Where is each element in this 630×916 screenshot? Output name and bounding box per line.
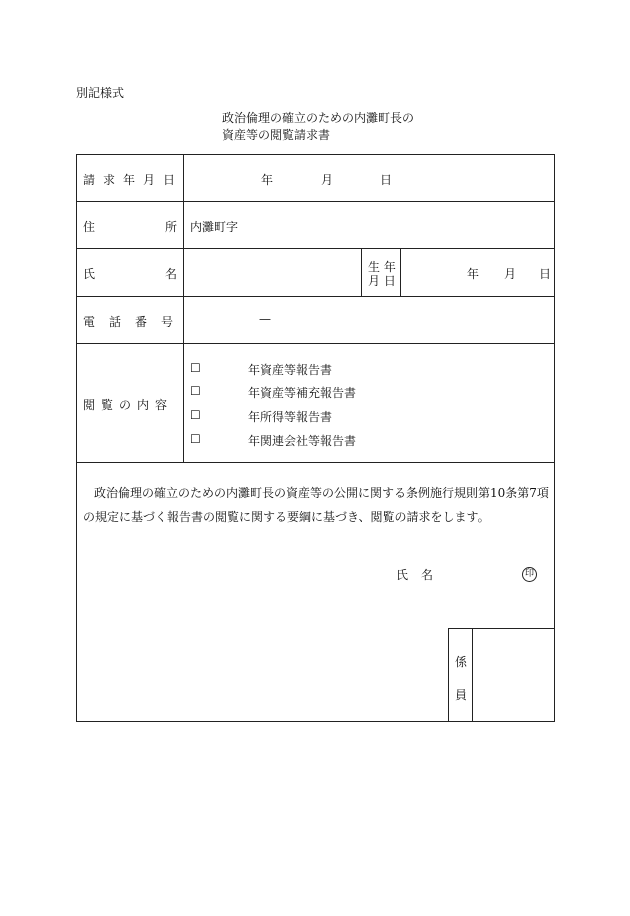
request-date-label-text: 請求年月日 <box>83 173 184 187</box>
request-date-year: 年 <box>261 173 274 187</box>
phone-field[interactable] <box>184 297 554 343</box>
row-divider <box>76 343 555 344</box>
form-label: 別記様式 <box>76 86 125 100</box>
checkbox-asset-supplement-report[interactable]: ☐ <box>190 384 201 398</box>
statement-line-2: の規定に基づく報告書の閲覧に関する要綱に基づき、閲覧の請求をします。 <box>83 510 490 524</box>
item-income-report: 年所得等報告書 <box>248 410 333 424</box>
request-date-day: 日 <box>380 173 393 187</box>
name-label-right: 名 <box>165 267 178 281</box>
address-label-left: 住 <box>83 220 96 234</box>
checkbox-related-company-report[interactable]: ☐ <box>190 432 201 446</box>
seal-mark <box>522 565 537 582</box>
clerk-char-1: 係 <box>455 655 468 669</box>
request-date-label <box>83 171 184 188</box>
item-related-company-report: 年関連会社等報告書 <box>248 434 357 448</box>
birth-day: 日 <box>539 267 552 281</box>
signature-field[interactable] <box>440 560 520 584</box>
title-line-2: 資産等の閲覧請求書 <box>222 128 331 142</box>
row-divider <box>76 462 555 463</box>
birth-label-top: 生 年 <box>368 260 396 274</box>
birth-date-field[interactable] <box>401 249 554 296</box>
item-asset-report: 年資産等報告書 <box>248 363 333 377</box>
address-value: 内灘町字 <box>190 220 239 234</box>
request-date-field[interactable] <box>184 155 554 201</box>
name-field[interactable] <box>184 249 360 296</box>
birth-month: 月 <box>504 267 517 281</box>
birth-label-bottom: 月 日 <box>368 274 396 288</box>
address-label-right: 所 <box>165 220 178 234</box>
clerk-box-left <box>448 628 449 722</box>
birth-label-divider-left <box>361 248 362 296</box>
viewing-label: 閲覧の内容 <box>83 398 174 412</box>
checkbox-asset-report[interactable]: ☐ <box>190 361 201 375</box>
clerk-stamp-field[interactable] <box>473 629 554 721</box>
signature-label-left: 氏 <box>396 568 409 582</box>
signature-label-right: 名 <box>421 568 434 582</box>
clerk-char-2: 員 <box>455 688 468 702</box>
birth-year: 年 <box>467 267 480 281</box>
address-field[interactable] <box>184 202 554 248</box>
phone-separator: — <box>259 312 271 326</box>
checkbox-income-report[interactable]: ☐ <box>190 408 201 422</box>
item-asset-supplement-report: 年資産等補充報告書 <box>248 386 357 400</box>
seal-icon: 印 <box>522 567 537 582</box>
title-line-1: 政治倫理の確立のための内灘町長の <box>222 111 415 125</box>
statement-line-1: 政治倫理の確立のための内灘町長の資産等の公開に関する条例施行規則第10条第7項 <box>94 486 549 500</box>
request-date-month: 月 <box>321 173 334 187</box>
name-label-left: 氏 <box>83 267 96 281</box>
phone-label: 電話番号 <box>83 315 188 329</box>
